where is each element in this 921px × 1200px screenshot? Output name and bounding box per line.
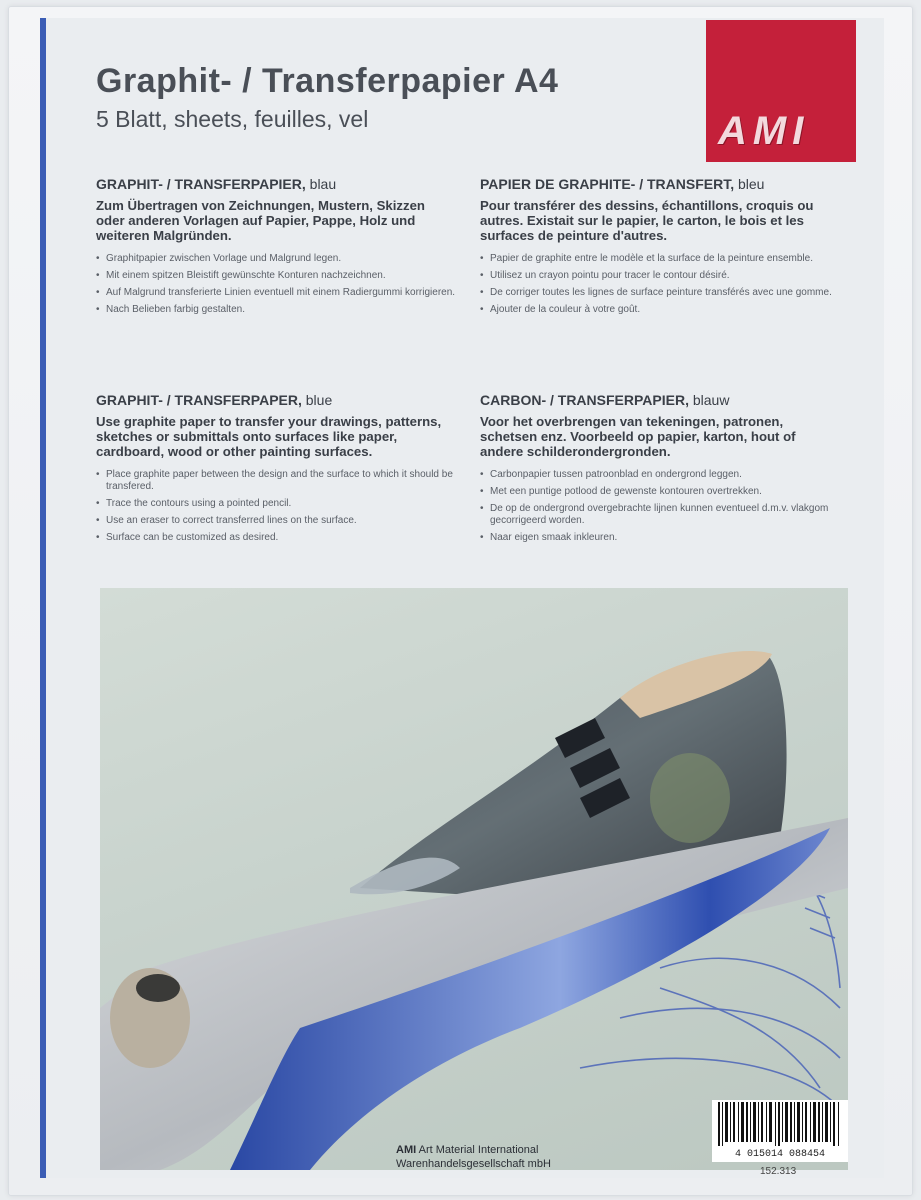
barcode-number: 4 015014 088454 xyxy=(734,1149,825,1160)
company-subtitle: Warenhandelsgesellschaft mbH xyxy=(396,1158,551,1170)
brand-logo-text: AMI xyxy=(718,109,810,153)
list-item: • Auf Malgrund transferierte Linien eventuell mit einem Radiergummi korrigieren. xyxy=(96,287,456,299)
company-name: AMI Art Material International xyxy=(396,1144,539,1156)
barcode xyxy=(712,1100,848,1162)
list-item: • Surface can be customized as desired. xyxy=(96,532,456,544)
brand-logo xyxy=(706,20,856,162)
list-item: • Nach Belieben farbig gestalten. xyxy=(96,304,456,316)
list-item: • Place graphite paper between the design and the surface to which it should be transfered. xyxy=(96,469,456,493)
section-lead: Use graphite paper to transfer your drawings, patterns, sketches or submittals onto surfaces like paper, cardboard, wood or other painting surfaces. xyxy=(96,414,442,459)
section-heading: GRAPHIT- / TRANSFERPAPER, blue xyxy=(96,392,333,408)
article-number: 152.313 xyxy=(760,1166,797,1177)
section-lead: Voor het overbrengen van tekeningen, patronen, schetsen enz. Voorbeeld op papier, karton, hout of andere schilderondergronden. xyxy=(480,414,796,459)
barcode-bars xyxy=(712,1100,848,1148)
shoe-sketch-illustration xyxy=(100,588,848,1170)
list-item: • Trace the contours using a pointed pencil. xyxy=(96,498,456,510)
section-heading: CARBON- / TRANSFERPAPIER, blauw xyxy=(480,392,730,408)
section-heading: GRAPHIT- / TRANSFERPAPIER, blau xyxy=(96,176,337,192)
product-title: Graphit- / Transferpapier A4 xyxy=(96,62,559,100)
list-item: • De op de ondergrond overgebrachte lijnen kunnen eventueel d.m.v. vlakgom gecorrigeerd worden. xyxy=(480,503,840,527)
instruction-list xyxy=(96,469,456,544)
section-heading: PAPIER DE GRAPHITE- / TRANSFERT, bleu xyxy=(480,176,765,192)
list-item: • Mit einem spitzen Bleistift gewünschte Konturen nachzeichnen. xyxy=(96,270,456,282)
list-item: • Ajouter de la couleur à votre goût. xyxy=(480,304,840,316)
list-item: • Met een puntige potlood de gewenste kontouren overtrekken. xyxy=(480,486,840,498)
product-photo xyxy=(100,588,848,1170)
section-lead: Zum Übertragen von Zeichnungen, Mustern, Skizzen oder anderen Vorlagen auf Papier, Pappe, Holz und weiteren Malgründen. xyxy=(96,198,425,243)
instruction-list xyxy=(480,469,840,544)
instruction-list xyxy=(480,253,840,316)
list-item: • Naar eigen smaak inkleuren. xyxy=(480,532,840,544)
section-lead: Pour transférer des dessins, échantillons, croquis ou autres. Existait sur le papier, le carton, le bois et les surfaces de peinture d'autres. xyxy=(480,198,814,243)
list-item: • De corriger toutes les lignes de surface peinture transférés avec une gomme. xyxy=(480,287,840,299)
list-item: • Carbonpapier tussen patroonblad en ondergrond leggen. xyxy=(480,469,840,481)
list-item: • Papier de graphite entre le modèle et la surface de la peinture ensemble. xyxy=(480,253,840,265)
product-subtitle: 5 Blatt, sheets, feuilles, vel xyxy=(96,106,369,132)
section-german xyxy=(96,176,456,321)
section-french xyxy=(480,176,840,321)
list-item: • Use an eraser to correct transferred lines on the surface. xyxy=(96,515,456,527)
instruction-list xyxy=(96,253,456,316)
list-item: • Graphitpapier zwischen Vorlage und Malgrund legen. xyxy=(96,253,456,265)
section-english xyxy=(96,392,456,549)
list-item: • Utilisez un crayon pointu pour tracer le contour désiré. xyxy=(480,270,840,282)
section-dutch xyxy=(480,392,840,549)
